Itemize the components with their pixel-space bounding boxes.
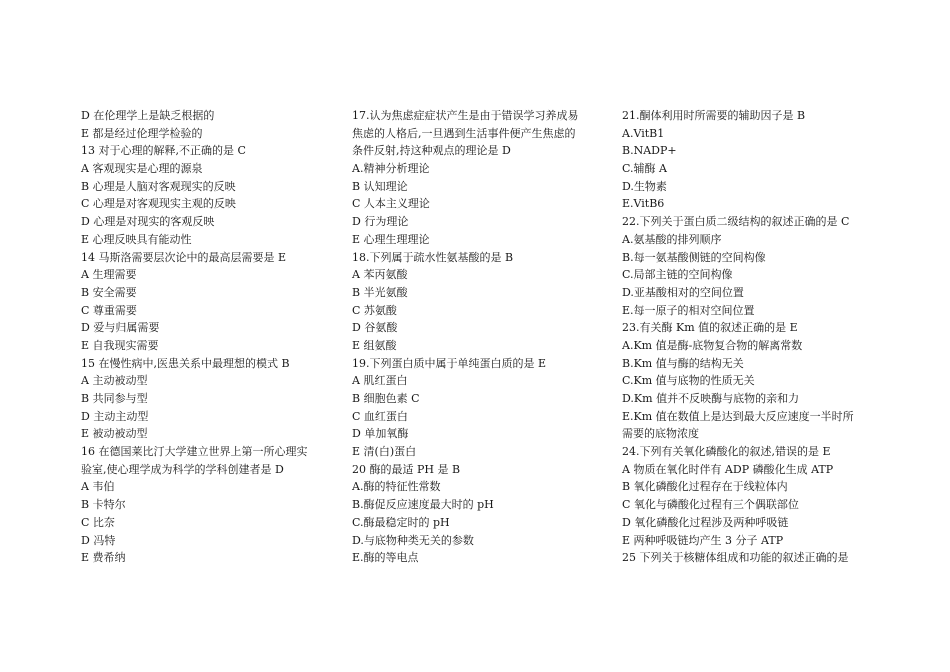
text-line: E.VitB6: [622, 197, 665, 211]
text-line: E 组氨酸: [352, 338, 397, 352]
text-line: C 比奈: [81, 515, 115, 529]
text-line: B.NADP+: [622, 144, 677, 158]
text-line: D.生物素: [622, 179, 667, 193]
text-line: B.每一氨基酸侧链的空间构像: [622, 250, 766, 264]
text-line: 20 酶的最适 PH 是 B: [352, 462, 461, 476]
text-line: E.酶的等电点: [352, 551, 419, 565]
text-line: A.酶的特征性常数: [352, 480, 441, 494]
text-line: 条件反射,持这种观点的理论是 D: [352, 144, 511, 158]
text-line: C.Km 值与底物的性质无关: [622, 374, 755, 388]
text-line: A.Km 值是酶-底物复合物的解离常数: [622, 338, 803, 352]
text-line: 15 在慢性病中,医患关系中最理想的模式 B: [81, 356, 290, 370]
text-line: B 心理是人脑对客观现实的反映: [81, 179, 236, 193]
text-line: E 费希纳: [81, 551, 126, 565]
text-line: 22.下列关于蛋白质二级结构的叙述正确的是 C: [622, 215, 850, 229]
text-line: D 在伦理学上是缺乏根据的: [81, 109, 215, 122]
text-line: C.辅酶 A: [622, 162, 667, 176]
text-line: C 人本主义理论: [352, 197, 430, 211]
text-line: 24.下列有关氧化磷酸化的叙述,错误的是 E: [622, 445, 831, 459]
text-line: A.VitB1: [622, 126, 665, 140]
text-line: D 冯特: [81, 533, 116, 547]
text-line: B 安全需要: [81, 285, 137, 299]
text-line: B 氧化磷酸化过程存在于线粒体内: [622, 480, 788, 494]
text-line: E 心理生理理论: [352, 232, 430, 246]
text-line: 19.下列蛋白质中属于单纯蛋白质的是 E: [352, 356, 547, 370]
text-line: C 心理是对客观现实主观的反映: [81, 197, 236, 211]
text-line: B 细胞色素 C: [352, 392, 420, 405]
text-line: 焦虑的人格后,一旦遇到生活事件便产生焦虑的: [352, 126, 576, 140]
text-line: 验室,使心理学成为科学的学科创建者是 D: [81, 462, 284, 476]
text-line: D 心理是对现实的客观反映: [81, 215, 215, 229]
text-line: E 两种呼吸链均产生 3 分子 ATP: [622, 533, 784, 547]
text-line: A.精神分析理论: [352, 162, 430, 176]
text-line: E 心理反映具有能动性: [81, 232, 192, 246]
text-line: D.亚基酸相对的空间位置: [622, 285, 744, 299]
text-line: C.局部主链的空间构像: [622, 268, 733, 282]
text-column-left: [81, 107, 336, 567]
text-line: 需要的底物浓度: [622, 427, 699, 441]
text-line: E 自我现实需要: [81, 338, 159, 352]
text-line: D.与底物种类无关的参数: [352, 533, 474, 547]
text-column-middle: [352, 107, 607, 567]
text-line: B.酶促反应速度最大时的 pH: [352, 498, 494, 512]
text-line: A 主动被动型: [81, 374, 148, 388]
text-line: D 行为理论: [352, 215, 409, 229]
text-line: A 生理需要: [81, 268, 137, 282]
text-line: D 谷氨酸: [352, 321, 398, 335]
text-line: A.氨基酸的排列顺序: [622, 232, 722, 246]
text-line: E 被动被动型: [81, 427, 148, 441]
text-line: C 氧化与磷酸化过程有三个偶联部位: [622, 498, 799, 512]
text-line: 18.下列属于疏水性氨基酸的是 B: [352, 250, 514, 264]
text-line: 13 对于心理的解释,不正确的是 C: [81, 144, 246, 158]
text-line: D 单加氧酶: [352, 427, 409, 441]
text-line: B 卡特尔: [81, 498, 126, 512]
text-line: E.每一原子的相对空间位置: [622, 303, 755, 317]
text-line: B 半光氨酸: [352, 285, 408, 299]
text-line: A 客观现实是心理的源泉: [81, 162, 203, 176]
text-line: B.Km 值与酶的结构无关: [622, 356, 744, 370]
text-line: C.酶最稳定时的 pH: [352, 515, 450, 529]
text-line: 17.认为焦虑症症状产生是由于错误学习养成易: [352, 109, 579, 122]
text-line: C 血红蛋白: [352, 409, 408, 423]
text-line: D 氧化磷酸化过程涉及两种呼吸链: [622, 515, 789, 529]
text-line: E 清(白)蛋白: [352, 445, 417, 459]
text-line: E 都是经过伦理学检验的: [81, 126, 203, 140]
text-line: 25 下列关于核糖体组成和功能的叙述正确的是: [622, 551, 849, 565]
text-line: B 共同参与型: [81, 392, 148, 405]
text-line: A 韦伯: [81, 480, 115, 494]
text-line: A 苯丙氨酸: [352, 268, 408, 282]
text-line: A 肌红蛋白: [352, 374, 408, 388]
text-line: E.Km 值在数值上是达到最大反应速度一半时所: [622, 409, 854, 423]
text-line: B 认知理论: [352, 179, 408, 193]
text-line: 21.酮体利用时所需要的辅助因子是 B: [622, 109, 806, 122]
text-line: D.Km 值并不反映酶与底物的亲和力: [622, 392, 800, 405]
text-line: D 主动主动型: [81, 409, 149, 423]
text-line: 14 马斯洛需要层次论中的最高层需要是 E: [81, 250, 287, 264]
text-column-right: [622, 107, 882, 567]
text-line: D 爱与归属需要: [81, 321, 160, 335]
text-line: C 苏氨酸: [352, 303, 397, 317]
text-line: A 物质在氧化时伴有 ADP 磷酸化生成 ATP: [622, 462, 834, 476]
text-line: 16 在德国莱比汀大学建立世界上第一所心理实: [81, 445, 308, 459]
text-line: 23.有关酶 Km 值的叙述正确的是 E: [622, 321, 798, 335]
text-line: C 尊重需要: [81, 303, 137, 317]
